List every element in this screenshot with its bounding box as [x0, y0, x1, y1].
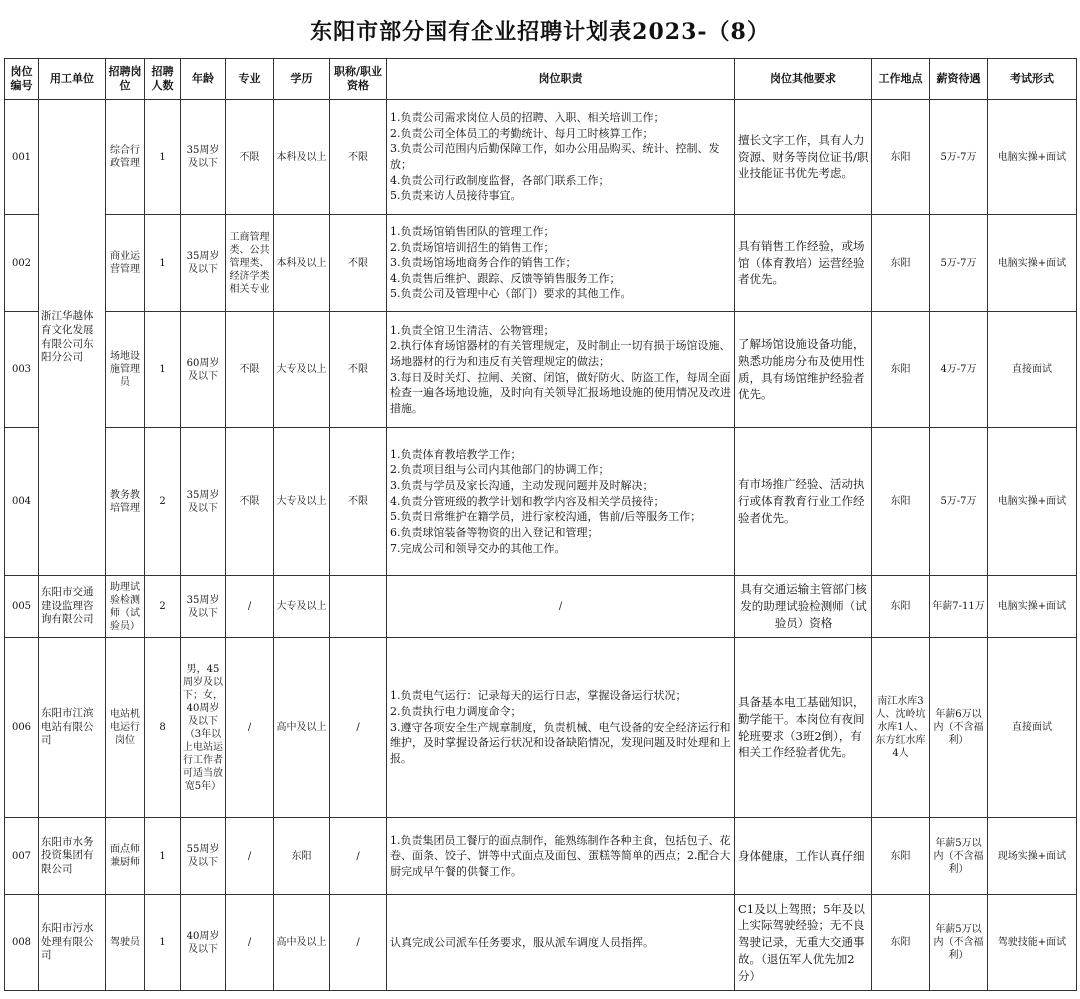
age: 40周岁及以下	[181, 895, 226, 991]
headcount: 1	[145, 818, 181, 895]
work-place: 南江水库3人、沈岭坑水库1人、东方红水库4人	[872, 638, 930, 818]
education: 高中及以上	[274, 895, 330, 991]
employer-unit: 东阳市污水处理有限公司	[39, 895, 106, 991]
post-id: 001	[5, 100, 39, 215]
qualification: /	[330, 638, 387, 818]
position: 综合行政管理	[106, 100, 145, 215]
exam-type: 电脑实操+面试	[988, 428, 1077, 576]
qualification: 不限	[330, 312, 387, 428]
salary: 5万-7万	[930, 428, 988, 576]
education: 本科及以上	[274, 100, 330, 215]
work-place: 东阳	[872, 895, 930, 991]
employer-unit: 浙江华越体育文化发展有限公司东阳分公司	[39, 100, 106, 576]
exam-type: 电脑实操+面试	[988, 215, 1077, 312]
other-requirements: 具有交通运输主管部门核发的助理试验检测师（试验员）资格	[735, 576, 872, 638]
header-cell: 学历	[274, 59, 330, 100]
post-id: 008	[5, 895, 39, 991]
major: /	[226, 818, 274, 895]
qualification	[330, 576, 387, 638]
header-cell: 薪资待遇	[930, 59, 988, 100]
major: 不限	[226, 100, 274, 215]
duty-line: 3.负责公司范围内后勤保障工作，如办公用品购买、统计、控制、发放；	[390, 142, 720, 171]
qualification: 不限	[330, 100, 387, 215]
salary: 5万-7万	[930, 100, 988, 215]
major: /	[226, 638, 274, 818]
employer-unit: 东阳市交通建设监理咨询有限公司	[39, 576, 106, 638]
work-place: 东阳	[872, 818, 930, 895]
position: 助理试验检测师（试验员）	[106, 576, 145, 638]
recruitment-table	[4, 58, 1077, 991]
salary: 年薪5万以内（不含福利）	[930, 818, 988, 895]
duty-line: 3.遵守各项安全生产规章制度，负责机械、电气设备的安全经济运行和维护，及时掌握设备运行状况和设备缺陷情况，发现问题及时处理和上报。	[390, 720, 731, 765]
duty-line: 3.负责场馆场地商务合作的销售工作；	[390, 256, 577, 270]
post-id: 007	[5, 818, 39, 895]
duty-line: 2.负责场馆培训招生的销售工作；	[390, 240, 555, 254]
table-row	[5, 895, 1077, 991]
other-requirements: 具有销售工作经验，或场馆（体育教培）运营经验者优先。	[735, 215, 872, 312]
education: 东阳	[274, 818, 330, 895]
header-cell: 专业	[226, 59, 274, 100]
header-cell: 招聘人数	[145, 59, 181, 100]
duty-line: 6.负责球馆装备等物资的出入登记和管理；	[390, 525, 599, 539]
employer-unit: 东阳市水务投资集团有限公司	[39, 818, 106, 895]
header-row	[5, 59, 1077, 100]
duty-line: 5.负责日常维护在籍学员，进行家校沟通，售前/后等服务工作；	[390, 510, 702, 524]
duty-line: 2.执行体育场馆器材的有关管理规定，及时制止一切有损于场馆设施、场地器材的行为和违反有关管理规定的做法；	[390, 339, 731, 368]
education: 大专及以上	[274, 312, 330, 428]
age: 男，45周岁及以下；女，40周岁及以下（3年以上电站运行工作者可适当放宽5年）	[181, 638, 226, 818]
work-place: 东阳	[872, 576, 930, 638]
post-id: 002	[5, 215, 39, 312]
age: 35周岁及以下	[181, 215, 226, 312]
qualification: 不限	[330, 428, 387, 576]
duty-line: 2.负责公司全体员工的考勤统计、每月工时核算工作；	[390, 126, 654, 140]
headcount: 8	[145, 638, 181, 818]
work-place: 东阳	[872, 428, 930, 576]
position: 教务教培管理	[106, 428, 145, 576]
headcount: 1	[145, 100, 181, 215]
major: 工商管理类、公共管理类、经济学类相关专业	[226, 215, 274, 312]
other-requirements: 具备基本电工基础知识，勤学能干。本岗位有夜间轮班要求（3班2倒），有相关工作经验者优先。	[735, 638, 872, 818]
duties	[387, 100, 735, 215]
duties: 1.负责集团员工餐厅的面点制作，能熟练制作各种主食，包括包子、花卷、面条、饺子、饼等中式面点及面包、蛋糕等简单的西点；2.配合大厨完成早午餐的供餐工作。	[387, 818, 735, 895]
exam-type: 驾驶技能+面试	[988, 895, 1077, 991]
position: 驾驶员	[106, 895, 145, 991]
header-cell: 岗位编号	[5, 59, 39, 100]
education: 本科及以上	[274, 215, 330, 312]
post-id: 004	[5, 428, 39, 576]
salary: 年薪6万以内（不含福利）	[930, 638, 988, 818]
duty-line: 1.负责电气运行：记录每天的运行日志，掌握设备运行状况；	[390, 689, 687, 703]
table-row	[5, 638, 1077, 818]
exam-type: 电脑实操+面试	[988, 576, 1077, 638]
work-place: 东阳	[872, 312, 930, 428]
duties: 认真完成公司派车任务要求，服从派车调度人员指挥。	[387, 895, 735, 991]
post-id: 003	[5, 312, 39, 428]
header-cell: 工作地点	[872, 59, 930, 100]
header-cell: 考试形式	[988, 59, 1077, 100]
header-cell: 招聘岗位	[106, 59, 145, 100]
education: 大专及以上	[274, 428, 330, 576]
duty-line: 4.负责售后维护、跟踪、反馈等销售服务工作；	[390, 271, 621, 285]
header-cell: 岗位职责	[387, 59, 735, 100]
qualification: 不限	[330, 215, 387, 312]
duties	[387, 215, 735, 312]
age: 35周岁及以下	[181, 100, 226, 215]
header-cell: 用工单位	[39, 59, 106, 100]
duty-line: 1.负责场馆销售团队的管理工作；	[390, 224, 555, 238]
table-row	[5, 428, 1077, 576]
major: /	[226, 895, 274, 991]
salary: 年薪7-11万	[930, 576, 988, 638]
duty-line: 4.负责分管班级的教学计划和教学内容及相关学员接待；	[390, 494, 665, 508]
duty-line: 2.负责项目组与公司内其他部门的协调工作；	[390, 463, 610, 477]
table-row	[5, 100, 1077, 215]
position: 商业运营管理	[106, 215, 145, 312]
duty-line: 3.每日及时关灯、拉闸、关窗、闭馆，做好防火、防盗工作，每周全面检查一遍各场地设施，及时向有关领导汇报场地设施的使用情况及改进措施。	[390, 370, 731, 415]
table-row	[5, 215, 1077, 312]
duties: /	[387, 576, 735, 638]
other-requirements: 身体健康，工作认真仔细	[735, 818, 872, 895]
duty-line: 4.负责公司行政制度监督，各部门联系工作；	[390, 173, 610, 187]
major: 不限	[226, 312, 274, 428]
duty-line: 5.负责来访人员接待事宜。	[390, 189, 522, 203]
header-cell: 年龄	[181, 59, 226, 100]
headcount: 1	[145, 895, 181, 991]
headcount: 2	[145, 576, 181, 638]
exam-type: 电脑实操+面试	[988, 100, 1077, 215]
salary: 4万-7万	[930, 312, 988, 428]
duty-line: 5.负责公司及管理中心（部门）要求的其他工作。	[390, 287, 632, 301]
major: /	[226, 576, 274, 638]
duty-line: 2.负责执行电力调度命令；	[390, 705, 522, 719]
education: 高中及以上	[274, 638, 330, 818]
exam-type: 直接面试	[988, 638, 1077, 818]
post-id: 006	[5, 638, 39, 818]
duty-line: 3.负责与学员及家长沟通，主动发现问题并及时解决；	[390, 479, 654, 493]
headcount: 1	[145, 215, 181, 312]
qualification: /	[330, 818, 387, 895]
post-id: 005	[5, 576, 39, 638]
age: 35周岁及以下	[181, 576, 226, 638]
age: 55周岁及以下	[181, 818, 226, 895]
salary: 年薪5万以内（不含福利）	[930, 895, 988, 991]
table-row	[5, 818, 1077, 895]
duties	[387, 428, 735, 576]
duty-line: 7.完成公司和领导交办的其他工作。	[390, 541, 566, 555]
headcount: 1	[145, 312, 181, 428]
work-place: 东阳	[872, 215, 930, 312]
exam-type: 直接面试	[988, 312, 1077, 428]
table-row	[5, 576, 1077, 638]
work-place: 东阳	[872, 100, 930, 215]
exam-type: 现场实操+面试	[988, 818, 1077, 895]
duties	[387, 312, 735, 428]
salary: 5万-7万	[930, 215, 988, 312]
position: 场地设施管理员	[106, 312, 145, 428]
duty-line: 1.负责公司需求岗位人员的招聘、入职、相关培训工作；	[390, 111, 665, 125]
age: 60周岁及以下	[181, 312, 226, 428]
other-requirements: 擅长文字工作，具有人力资源、财务等岗位证书/职业技能证书优先考虑。	[735, 100, 872, 215]
other-requirements: 有市场推广经验、活动执行或体育教育行业工作经验者优先。	[735, 428, 872, 576]
other-requirements: C1及以上驾照；5年及以上实际驾驶经验；无不良驾驶记录，无重大交通事故。（退伍军人优先加2分）	[735, 895, 872, 991]
duty-line: 1.负责全馆卫生清洁、公物管理；	[390, 323, 555, 337]
duties	[387, 638, 735, 818]
qualification: /	[330, 895, 387, 991]
position: 电站机电运行岗位	[106, 638, 145, 818]
page-title: 东阳市部分国有企业招聘计划表2023-（8）	[310, 18, 770, 45]
education: 大专及以上	[274, 576, 330, 638]
major: 不限	[226, 428, 274, 576]
duty-line: 1.负责体育教培教学工作；	[390, 447, 522, 461]
other-requirements: 了解场馆设施设备功能，熟悉功能房分布及使用性质，具有场馆维护经验者优先。	[735, 312, 872, 428]
employer-unit: 东阳市江滨电站有限公司	[39, 638, 106, 818]
table-row	[5, 312, 1077, 428]
position: 面点师兼厨师	[106, 818, 145, 895]
header-cell: 岗位其他要求	[735, 59, 872, 100]
header-cell: 职称/职业资格	[330, 59, 387, 100]
age: 35周岁及以下	[181, 428, 226, 576]
headcount: 2	[145, 428, 181, 576]
